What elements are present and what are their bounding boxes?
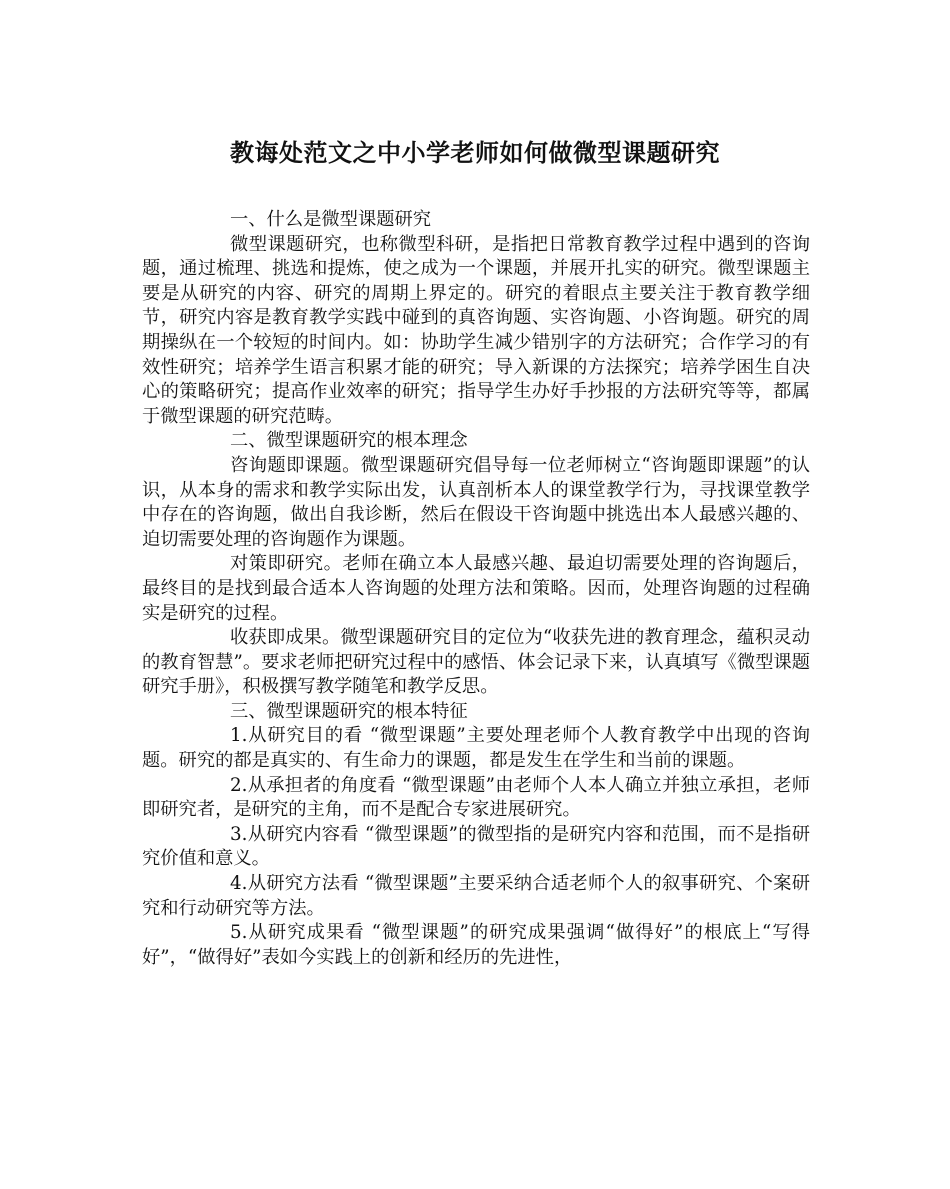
list-item: 5.从研究成果看 “微型课题”的研究成果强调“做得好”的根底上“写得好”，“做得好”表如今实践上的创新和经历的先进性， [142,922,810,968]
section-heading-1: 一、什么是微型课题研究 [230,209,432,230]
document-title: 教诲处范文之中小学老师如何做微型课题研究 [230,138,720,167]
list-item: 4.从研究方法看 “微型课题”主要采纳合适老师个人的叙事研究、个案研究和行动研究等方法。 [142,873,810,919]
list-item: 3.从研究内容看 “微型课题”的微型指的是研究内容和范围，而不是指研究价值和意义。 [142,823,810,870]
list-item: 2.从承担者的角度看 “微型课题”由老师个人本人确立并独立承担，老师即研究者，是研究的主角，而不是配合专家进展研究。 [142,774,810,821]
paragraph-strategy-as-research: 对策即研究。老师在确立本人最感兴趣、最迫切需要处理的咨询题后，最终目的是找到最合适本人咨询题的处理方法和策略。因而，处理咨询题的过程确实是研究的过程。 [142,553,810,624]
paragraph-problem-as-topic: 咨询题即课题。微型课题研究倡导每一位老师树立“咨询题即课题”的认识，从本身的需求和教学实际出发，认真剖析本人的课堂教学行为，寻找课堂教学中存在的咨询题，做出自我诊断，然后在假设干咨询题中挑选出本人最感兴趣的、迫切需要处理的咨询题作为课题。 [142,454,810,550]
section-heading-3: 三、微型课题研究的根本特征 [230,700,468,722]
paragraph-definition: 微型课题研究，也称微型科研，是指把日常教育教学过程中遇到的咨询题，通过梳理、挑选和提炼，使之成为一个课题，并展开扎实的研究。微型课题主要是从研究的内容、研究的周期上界定的。研究的着眼点主要关注于教育教学细节，研究内容是教育教学实践中碰到的真咨询题、实咨询题、小咨询题。研究的周期操纵在一个较短的时间内。如：协助学生减少错别字的方法研究；合作学习的有效性研究；培养学生语言积累才能的研究；导入新课的方法探究；培养学困生自决心的策略研究；提高作业效率的研究；指导学生办好手抄报的方法研究等等，都属于微型课题的研究范畴。 [142,233,810,427]
section-heading-2: 二、微型课题研究的根本理念 [230,430,468,452]
document-body [142,208,810,970]
list-item: 1.从研究目的看 “微型课题”主要处理老师个人教育教学中出现的咨询题。研究的都是真实的、有生命力的课题，都是发生在学生和当前的课题。 [142,725,810,772]
paragraph-gain-as-result: 收获即成果。微型课题研究目的定位为“收获先进的教育理念，蕴积灵动的教育智慧”。要求老师把研究过程中的感悟、体会记录下来，认真填写《微型课题研究手册》，积极撰写教学随笔和教学反思。 [142,627,810,698]
